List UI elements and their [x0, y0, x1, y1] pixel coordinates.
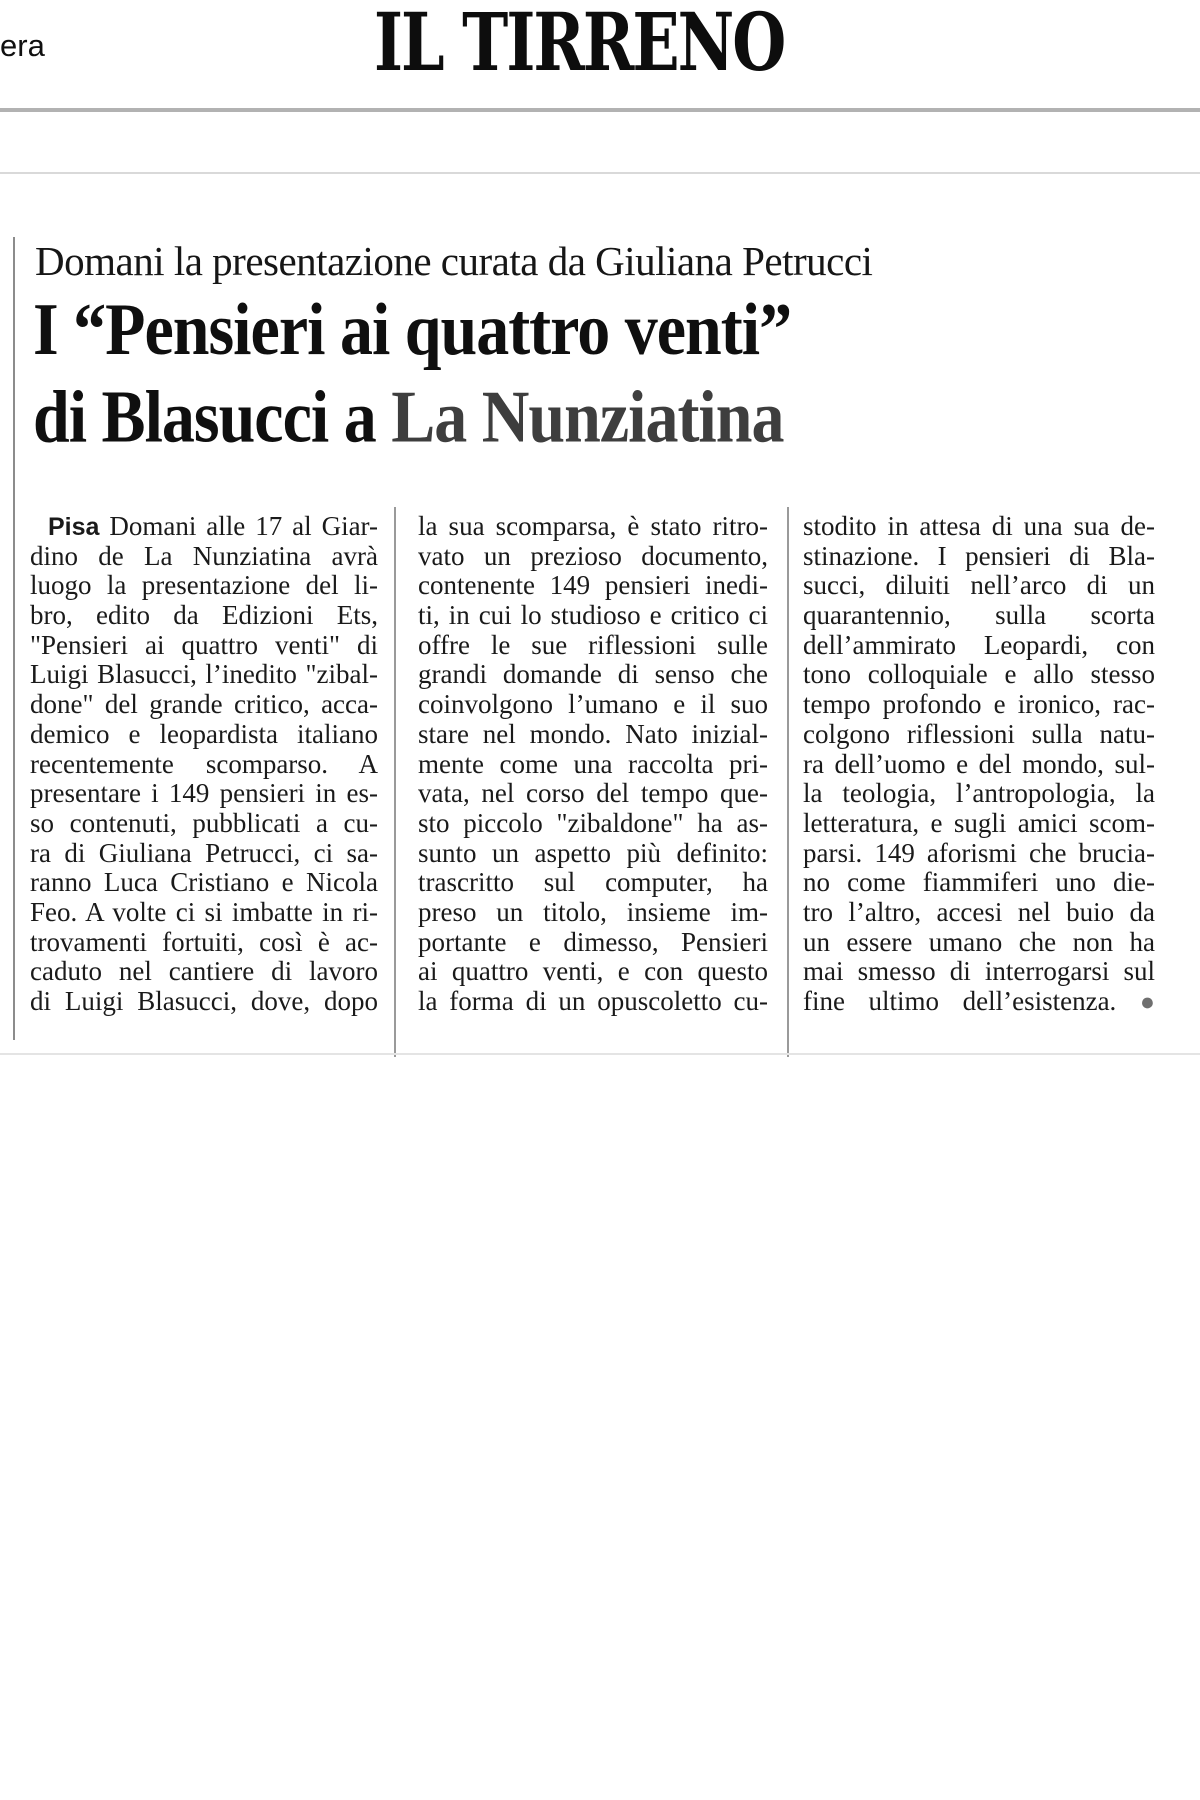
- body-line: la sua scomparsa, è stato ritro-: [418, 511, 768, 541]
- body-line: parsi. 149 aforismi che brucia-: [803, 837, 1155, 868]
- body-line: vato un prezioso documento,: [418, 540, 768, 571]
- body-line: "Pensieri ai quattro venti" di: [30, 629, 378, 660]
- body-line: tempo profondo e ironico, rac-: [803, 689, 1155, 720]
- body-line: presentare i 149 pensieri in es-: [30, 778, 378, 809]
- body-line: dino de La Nunziatina avrà: [30, 540, 378, 571]
- body-column-2: [418, 512, 768, 1017]
- body-line: sunto un aspetto più definito:: [418, 837, 768, 868]
- body-line: Luigi Blasucci, l’inedito "zibal-: [30, 659, 378, 690]
- body-line: grandi domande di senso che: [418, 659, 768, 690]
- body-line: mente come una raccolta pri-: [418, 748, 768, 779]
- masthead-logo: IL TIRRENO: [374, 0, 785, 90]
- body-line: mai smesso di interrogarsi sul: [803, 956, 1155, 987]
- body-line: ra dell’uomo e del mondo, sul-: [803, 748, 1155, 779]
- body-line: ai quattro venti, e con questo: [418, 956, 768, 987]
- body-line: trovamenti fortuiti, così è ac-: [30, 926, 378, 957]
- body-line: no come fiammiferi uno die-: [803, 867, 1155, 898]
- body-line: done" del grande critico, acca-: [30, 689, 378, 720]
- body-line: di Luigi Blasucci, dove, dopo: [30, 986, 378, 1016]
- body-line: offre le sue riflessioni sulle: [418, 629, 768, 660]
- body-line: coinvolgono l’umano e il suo: [418, 689, 768, 720]
- body-line: recentemente scomparso. A: [30, 748, 378, 779]
- body-line: preso un titolo, insieme im-: [418, 896, 768, 927]
- body-line: la teologia, l’antropologia, la: [803, 778, 1155, 809]
- article-bottom-rule: [0, 1053, 1200, 1055]
- body-column-3: [803, 512, 1155, 1017]
- body-line: colgono riflessioni sulla natu-: [803, 718, 1155, 749]
- headline-line2-prefix: di Blasucci a: [33, 376, 392, 459]
- body-line: Feo. A volte ci si imbatte in ri-: [30, 896, 378, 927]
- body-line: ti, in cui lo studioso e critico ci: [418, 600, 768, 631]
- body-line: quarantennio, sulla scorta: [803, 600, 1155, 631]
- body-line: un essere umano che non ha: [803, 926, 1155, 957]
- body-line: vata, nel corso del tempo que-: [418, 778, 768, 809]
- end-bullet: ●: [1139, 989, 1155, 1016]
- body-line: caduto nel cantiere di lavoro: [30, 956, 378, 987]
- body-line: fine ultimo dell’esistenza. ●: [803, 986, 1155, 1016]
- article-headline: [33, 287, 791, 462]
- body-line: succi, diluiti nell’arco di un: [803, 570, 1155, 601]
- body-line: tono colloquiale e allo stesso: [803, 659, 1155, 690]
- body-line: tro l’altro, accesi nel buio da: [803, 896, 1155, 927]
- body-line: stare nel mondo. Nato inizial-: [418, 718, 768, 749]
- article-kicker: Domani la presentazione curata da Giuliana Petrucci: [35, 238, 873, 284]
- header-rule-top: [0, 108, 1200, 112]
- body-line: contenente 149 pensieri inedi-: [418, 570, 768, 601]
- headline-line2: [33, 374, 791, 461]
- body-line: Pisa Domani alle 17 al Giar-: [48, 511, 378, 541]
- headline-line1: I “Pensieri ai quattro venti”: [33, 289, 792, 371]
- body-line: ra di Giuliana Petrucci, ci sa-: [30, 837, 378, 868]
- column-divider-1: [394, 507, 396, 1057]
- body-line: portante e dimesso, Pensieri: [418, 926, 768, 957]
- header-rule-sub: [0, 172, 1200, 174]
- body-line: letteratura, e sugli amici scom-: [803, 807, 1155, 838]
- column-divider-2: [787, 507, 789, 1057]
- body-line: demico e leopardista italiano: [30, 718, 378, 749]
- body-line: stodito in attesa di una sua de-: [803, 511, 1155, 541]
- body-line: bro, edito da Edizioni Ets,: [30, 600, 378, 631]
- body-line: ranno Luca Cristiano e Nicola: [30, 867, 378, 898]
- headline-venue-highlight: La Nunziatina: [391, 376, 784, 459]
- body-line: luogo la presentazione del li-: [30, 570, 378, 601]
- body-line: dell’ammirato Leopardi, con: [803, 629, 1155, 660]
- body-line: sto piccolo "zibaldone" ha as-: [418, 807, 768, 838]
- body-column-1: [30, 512, 378, 1017]
- article-left-rule: [13, 237, 15, 1040]
- body-line: stinazione. I pensieri di Bla-: [803, 540, 1155, 571]
- corner-text-fragment: era: [0, 28, 45, 63]
- body-line: la forma di un opuscoletto cu-: [418, 986, 768, 1016]
- body-line: so contenuti, pubblicati a cu-: [30, 807, 378, 838]
- city-label: Pisa: [48, 513, 100, 541]
- body-line: trascritto sul computer, ha: [418, 867, 768, 898]
